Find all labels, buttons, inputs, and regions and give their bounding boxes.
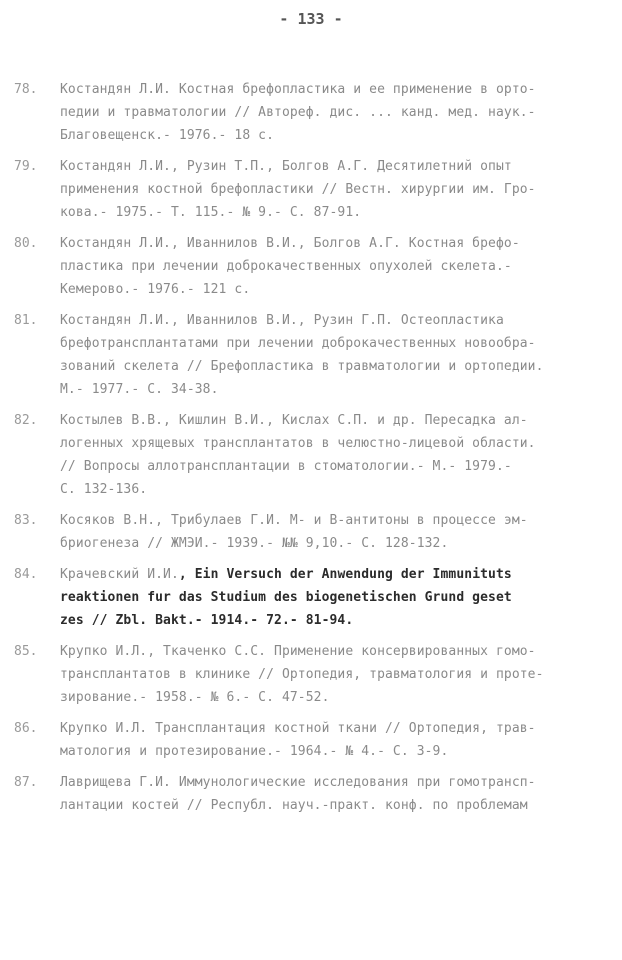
entry-title-german: , Ein Versuch der Anwendung der Immunituts reaktionen fur das Studium des biogenetischen Grund geset zes // Zbl. Bakt.- 1914.- 72.- 81-94.	[60, 567, 512, 628]
bibliography-entry	[14, 232, 610, 301]
entry-text: Костандян Л.И., Рузин Т.П., Болгов А.Г. Десятилетний опыт применения костной брефопластики // Вестн. хирургии им. Гро- кова.- 1975.- Т. 115.- № 9.- С. 87-91.	[60, 159, 536, 220]
entry-number: 79.	[14, 159, 38, 174]
entry-number: 86.	[14, 721, 38, 736]
bibliography-entry	[14, 155, 610, 224]
entry-number: 82.	[14, 413, 38, 428]
entry-text: Костандян Л.И., Иваннилов В.И., Рузин Г.П. Остеопластика брефотрансплантатами при лечении доброкачественных новообра- зований скелета // Брефопластика в травматологии и ортопедии. М.- 1977.- С. 34-38.	[60, 313, 544, 397]
entry-number: 83.	[14, 513, 38, 528]
entry-text: Крупко И.Л., Ткаченко С.С. Применение консервированных гомо- трансплантатов в клинике // Ортопедия, травматология и проте- зирование.- 1958.- № 6.- С. 47-52.	[60, 644, 544, 705]
entry-number: 78.	[14, 82, 38, 97]
entry-text: Крупко И.Л. Трансплантация костной ткани // Ортопедия, трав- матология и протезирование.- 1964.- № 4.- С. 3-9.	[60, 721, 536, 759]
entry-author: Крачевский И.И.	[60, 567, 179, 582]
bibliography-entry	[14, 771, 610, 817]
bibliography-entry	[14, 640, 610, 709]
entry-text: Костандян Л.И., Иваннилов В.И., Болгов А.Г. Костная брефо- пластика при лечении доброкачественных опухолей скелета.- Кемерово.- 1976.- 121 с.	[60, 236, 520, 297]
bibliography-entry	[14, 717, 610, 763]
page-number: - 133 -	[279, 10, 343, 28]
entry-text: Лаврищева Г.И. Иммунологические исследования при гомотрансп- лантации костей // Республ. науч.-практ. конф. по проблемам	[60, 775, 536, 813]
entry-number: 84.	[14, 567, 38, 582]
entry-number: 85.	[14, 644, 38, 659]
bibliography-entry	[14, 309, 610, 401]
entry-text: Косяков В.Н., Трибулаев Г.И. М- и В-антитоны в процессе эм- бриогенеза // ЖМЭИ.- 1939.- №№ 9,10.- С. 128-132.	[60, 513, 528, 551]
bibliography-entry	[14, 409, 610, 501]
entry-number: 80.	[14, 236, 38, 251]
entry-number: 87.	[14, 775, 38, 790]
bibliography-list	[14, 78, 610, 825]
bibliography-entry	[14, 509, 610, 555]
entry-text	[60, 563, 610, 632]
entry-text: Костылев В.В., Кишлин В.И., Кислах С.П. и др. Пересадка ал- логенных хрящевых трансплантатов в челюстно-лицевой области. // Вопросы аллотрансплантации в стоматологии.- М.- 1979.- С. 132-136.	[60, 413, 536, 497]
entry-text: Костандян Л.И. Костная брефопластика и ее применение в орто- педии и травматологии // Автореф. дис. ... канд. мед. наук.- Благовещенск.- 1976.- 18 с.	[60, 82, 536, 143]
bibliography-entry	[14, 78, 610, 147]
entry-number: 81.	[14, 313, 38, 328]
bibliography-entry	[14, 563, 610, 632]
